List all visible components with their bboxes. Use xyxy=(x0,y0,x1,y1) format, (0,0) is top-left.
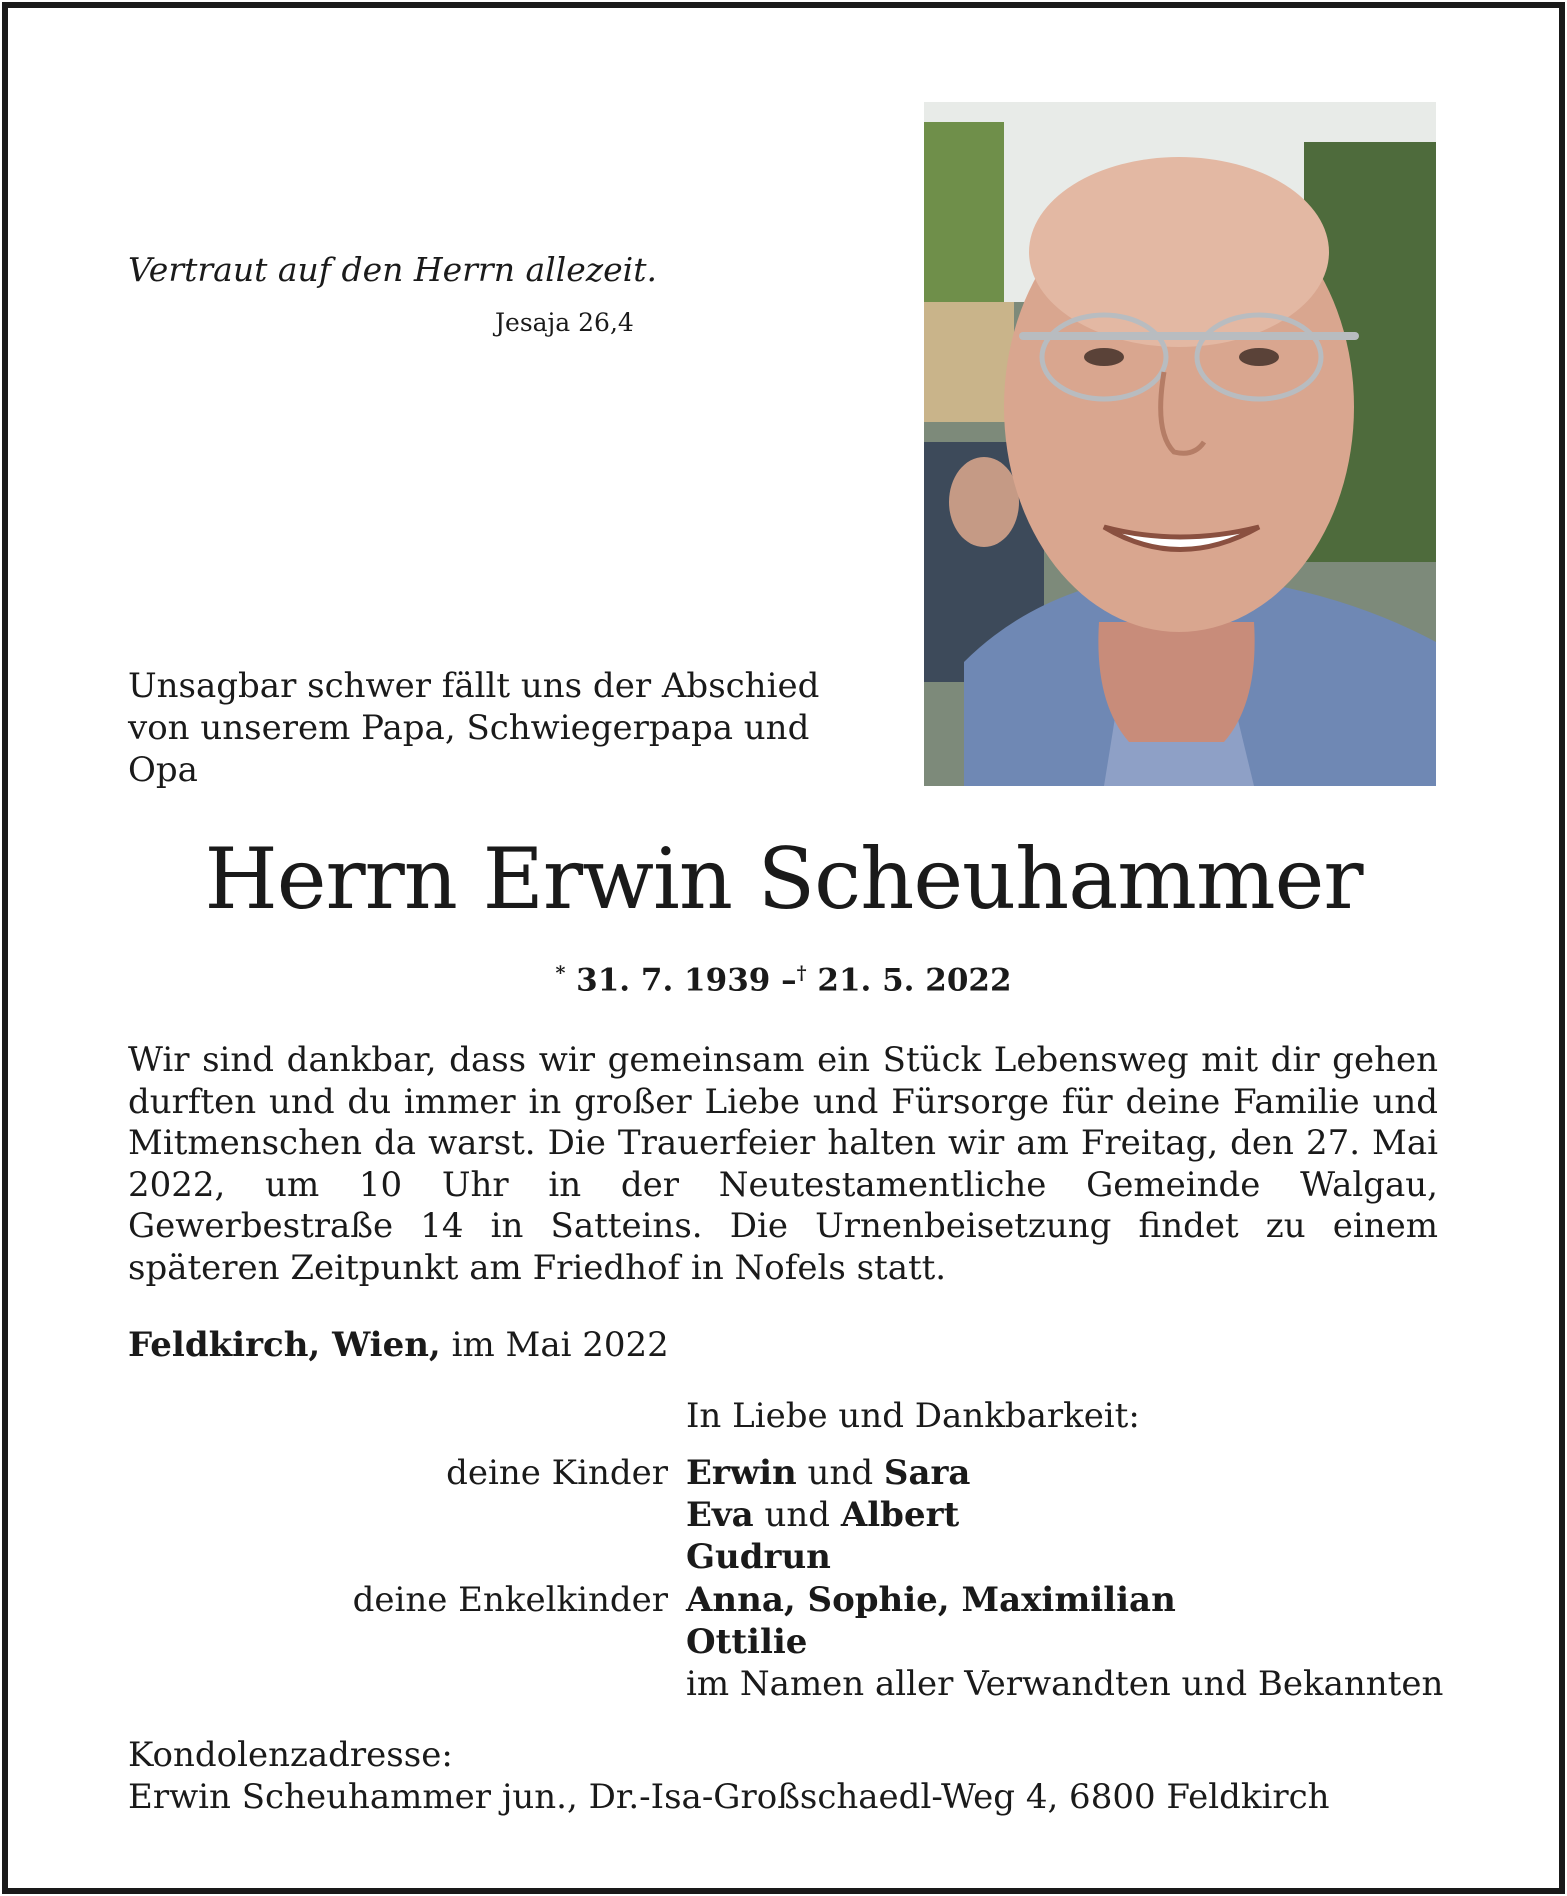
closing-line: im Namen aller Verwandten und Bekannten xyxy=(686,1664,1444,1704)
grandchild-names: Ottilie xyxy=(686,1622,808,1662)
place-cities: Feldkirch, Wien, xyxy=(128,1325,441,1365)
motto-source: Jesaja 26,4 xyxy=(495,308,634,337)
deceased-name: Herrn Erwin Scheuhammer xyxy=(204,830,1363,928)
children-line xyxy=(686,1495,959,1535)
place-month: im Mai 2022 xyxy=(451,1325,669,1365)
death-date: 21. 5. 2022 xyxy=(817,962,1012,999)
life-dates xyxy=(0,962,1567,998)
portrait-illustration xyxy=(924,102,1436,786)
grandchildren-line xyxy=(686,1580,1176,1620)
children-label: deine Kinder xyxy=(446,1453,668,1493)
child-name: Eva xyxy=(686,1495,754,1535)
child-name: Erwin xyxy=(686,1453,797,1493)
grandchild-names: Anna, Sophie, Maximilian xyxy=(686,1580,1176,1620)
grandchildren-line xyxy=(686,1622,807,1662)
grandchildren-label: deine Enkelkinder xyxy=(352,1580,668,1620)
birth-date: 31. 7. 1939 xyxy=(576,962,771,999)
date-dash: – xyxy=(781,962,797,999)
death-symbol: † xyxy=(796,962,807,984)
body-text: Wir sind dankbar, dass wir gemeinsam ein Stück Lebensweg mit dir gehen durften und du immer in großer Liebe und Fürsorge für deine Familie und Mitmenschen da warst. Die Trauerfeier halten wir am Freitag, den 27. Mai 2022, um 10 Uhr in der Neutestamentliche Gemeinde Walgau, Gewerbestraße 14 in Satteins. Die Urnenbeisetzung findet zu einem späteren Zeitpunkt am Friedhof in Nofels statt. xyxy=(128,1040,1438,1288)
portrait-photo xyxy=(924,102,1436,786)
signoff: In Liebe und Dankbarkeit: xyxy=(686,1396,1140,1436)
condolence-label: Kondolenzadresse: xyxy=(128,1735,453,1775)
child-name: Gudrun xyxy=(686,1537,831,1577)
children-line xyxy=(686,1453,970,1493)
child-name: Sara xyxy=(883,1453,971,1493)
and-word: und xyxy=(807,1453,874,1493)
birth-symbol: * xyxy=(555,962,566,984)
and-word: und xyxy=(764,1495,831,1535)
motto-quote: Vertraut auf den Herrn allezeit. xyxy=(128,250,657,289)
intro-text: Unsagbar schwer fällt uns der Abschied von unserem Papa, Schwiegerpapa und Opa xyxy=(128,666,820,790)
place-date xyxy=(128,1325,669,1365)
condolence-address: Erwin Scheuhammer jun., Dr.-Isa-Großschaedl-Weg 4, 6800 Feldkirch xyxy=(128,1777,1330,1817)
child-name: Albert xyxy=(840,1495,960,1535)
children-line xyxy=(686,1537,831,1577)
